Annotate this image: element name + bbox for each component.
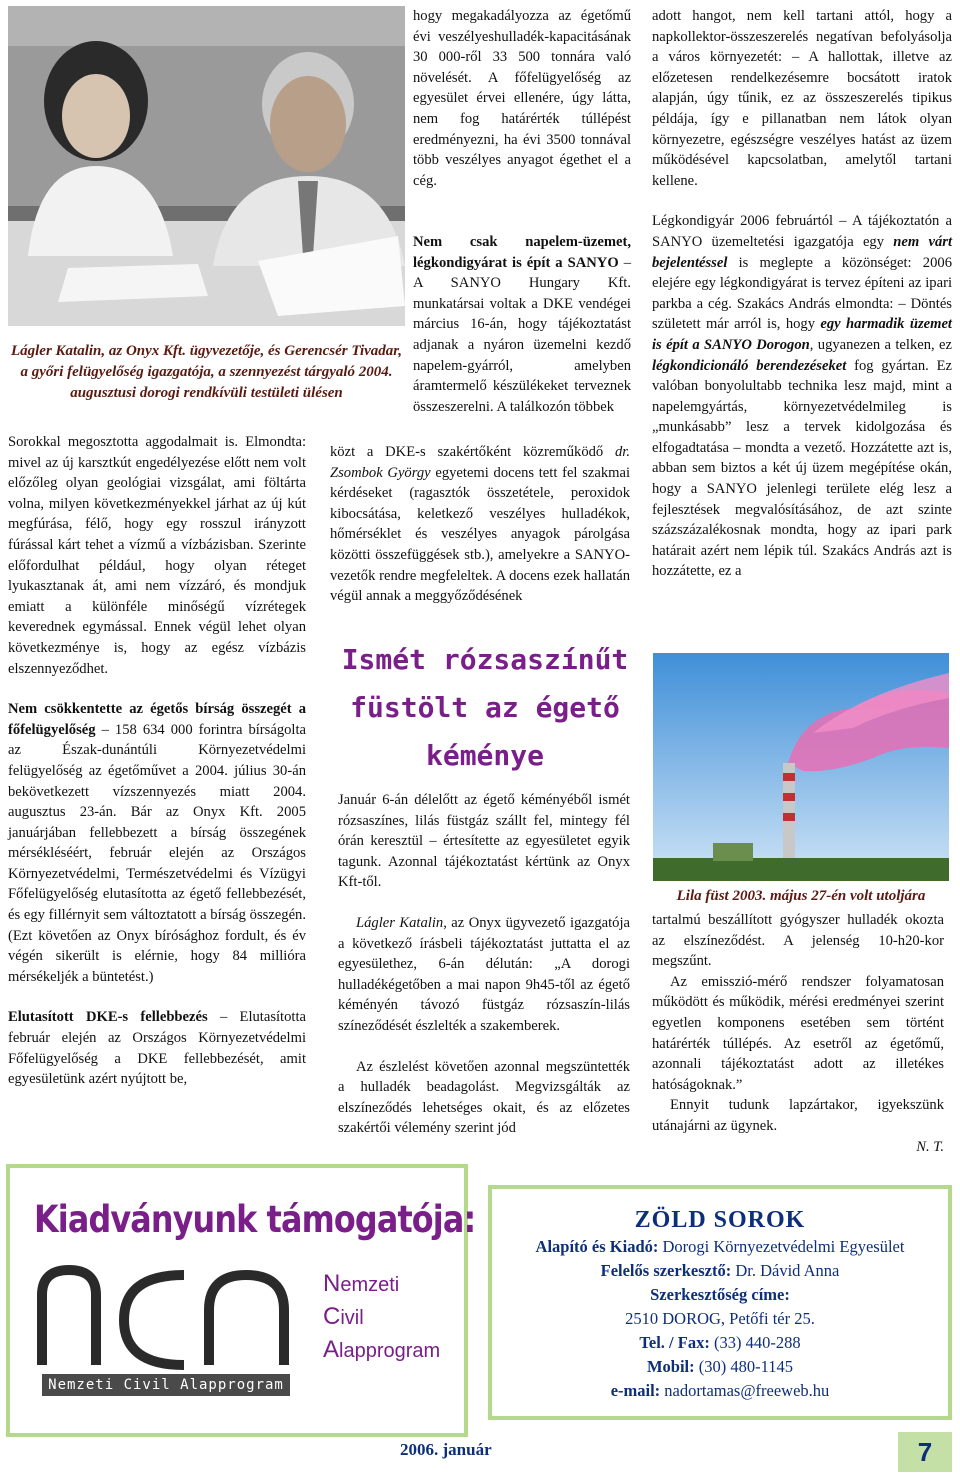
col1-paragraph-1: Sorokkal megosztotta aggodalmait is. Elmondta: mivel az új karsztkút engedélyezése előtt nem volt előzőleg olyan geológiai vizsgálat, ami föltárta volna, milyen következményekkel járhat az új kút megfúrása, félő, hogy egy rosszul irányzott fúrással kárt tehet a vízmű a vízbázisban. Szerinte előfordulhat például, hogy olyan réteget lyukasztanak át, ami nem vízzáró, és mondjuk emiatt a különféle minőségű vízrétegek keverednek egymással. Ennek végül lehet olyan következménye is, hogy az egész vízbázis elszennyeződhet. <box>8 434 306 677</box>
col2-d1: Január 6-án délelőtt az égető kéményéből ismét rózsaszínes, lilás füstgáz szállt fel, mintegy fél órán keresztül – értesítette az egyesületet egyik tagunk. Azonnal tájékoztatást kértünk az Onyx Kft-től. <box>338 792 630 891</box>
col1-paragraph-2 <box>8 699 306 987</box>
mobile-value: (30) 480-1145 <box>694 1357 794 1376</box>
col2c-pre: közt a DKE-s szakértőként közreműködő <box>330 444 615 460</box>
col3-b1-it: nem várt bejelentéssel <box>652 233 952 271</box>
masthead-email <box>488 1379 952 1403</box>
chimney-smoke-photo <box>653 653 949 881</box>
masthead-editor <box>488 1259 952 1283</box>
editor-label: Felelős szerkesztő: <box>600 1261 732 1280</box>
masthead-mobile <box>488 1355 952 1379</box>
column-2-article <box>338 790 630 1139</box>
col2-d2-name: Lágler Katalin <box>356 914 444 931</box>
support-title: Kiadványunk támogatója: <box>34 1198 476 1241</box>
col3-a: adott hangot, nem kell tartani attól, hogy a napkollektor-összeszerelés negatívan befolyásolja a város környezetét: – A hallottak, illetve az előzetesen rendelkezésemre bocsátott iratok alapján, úgy tűnik, ez az összeszerelés tipikus példája, így e pillanatban nem látok olyan környezetre, egészségre veszélyes hatást az üzem működésével kapcsolatban, amelytől tartani kellene. <box>652 8 952 189</box>
email-label: e-mail: <box>610 1381 661 1400</box>
photo-caption: Lágler Katalin, az Onyx Kft. ügyvezetője, és Gerencsér Tivadar, a győri felügyelőség igazgatója, a szennyezést tárgyaló 2004. augusztusi dorogi rendkívüli testületi ülésen <box>10 343 403 401</box>
phone-label: Tel. / Fax: <box>639 1333 710 1352</box>
col1-p2-lead: Nem csökkentette az égetős bírság összegét a főfelügyelőség <box>8 701 306 738</box>
article-headline <box>330 636 640 780</box>
nca-line-1-cap: N <box>323 1270 341 1297</box>
nca-line-3-cap: A <box>323 1336 340 1363</box>
smoke-photo-caption: Lila füst 2003. május 27-én volt utoljára <box>676 888 926 904</box>
meeting-photo <box>8 6 405 326</box>
nca-text <box>323 1268 440 1367</box>
nca-line-2 <box>323 1301 440 1334</box>
col3-b <box>652 211 952 582</box>
col1-p3-lead: Elutasított DKE-s fellebbezés <box>8 1009 208 1026</box>
col3-c3: Ennyit tudunk lapzártakor, igyekszünk utánajárni az ügynek. <box>652 1097 944 1134</box>
sanyo-body: – A SANYO Hungary Kft. munkatársai voltak a DKE vendégei március 16-án, hogy tájékoztatást adjanak a nyáron üzemelni kezdő napelem-gyárról, amelyben áramtermelő készülékeket terveznek összeszerelni. A találkozón többek <box>413 254 631 415</box>
nca-line-2-rest: ivil <box>340 1307 364 1329</box>
col2-d2-body: , az Onyx ügyvezető igazgatója a következő írásbeli tájékoztatást juttatta el az egyesülethez, 6-án délután: „A dorogi hulladékégetőben a mai napon 9h45-től az égető kéményén távozó füstgáz rózsaszín-lilás színeződését észlelték a szakemberek. <box>338 914 631 1034</box>
sanyo-lead: Nem csak napelem-üzemet, légkondigyárat is épít a SANYO <box>413 234 631 271</box>
col3-c2: Az emisszió-mérő rendszer folyamatosan működött és működik, mérési eredményei szerint egyetlen komponens esetében sem történt határérték túllépés. Az esetről az égetőmű, azonnali tájékoztatást adott az illetékes hatóságoknak.” <box>652 973 944 1093</box>
column-3 <box>652 6 952 582</box>
col2c-post: egyetemi docens tett fel szakmai kérdéseket (ragasztók összetétele, peroxidok kibocsátása, keletkező veszélyes hulladékok, hőmérséklet és veszélyes anyagok párolgása közötti összefüggések stb.), amelyekre a SANYO-vezetők rendre megfeleltek. A docens ezek hallatán végül annak a meggyőződésének <box>330 464 631 605</box>
masthead-phone <box>488 1331 952 1355</box>
col2-paragraph-a: hogy megakadályozza az égetőmű évi veszélyeshulladék-kapacitásának 30 000-ről 33 500 tonnára való növelését. A főfelügyelőség az egyesület érvei ellenére, úgy látta, nem fog határérték túllépést eredményezni, ha évi 3500 tonnával több veszélyes anyagot égethet el a cég. <box>413 8 631 189</box>
headline-line-1: Ismét rózsaszínűt <box>341 643 629 676</box>
masthead-address: 2510 DOROG, Petőfi tér 25. <box>625 1309 815 1328</box>
mobile-label: Mobil: <box>646 1357 695 1376</box>
phone-value: (33) 440-288 <box>709 1333 801 1352</box>
column-3-bottom <box>652 910 944 1157</box>
col3-b3: , ugyanezen a telken, ez <box>809 336 952 353</box>
col1-paragraph-3 <box>8 1007 306 1089</box>
col3-b3-it: légkondicionáló berendezéseket <box>652 357 847 374</box>
col2-paragraph-c <box>330 442 630 607</box>
issue-date: 2006. január <box>400 1440 492 1459</box>
meeting-photo-image <box>8 6 405 326</box>
col3-b4: fog gyártan. Ez valóban bonyolultabb technika lesz majd, mint a napelemgyártás, környezetvédelmileg is „munkásabb” lesz a tervek kidolgozása és elfogadtatása – mondta a vezető. Hozzátette azt is, abban sem biztos a két új üzem megépítése okán, hogy a SANYO jelenlegi területe elég lesz a fejlesztések megvalósításához, de azt szinte százszázalékosnak mondta, hogy az ipari park határait azért nem lépik túl. Szakács András azt is hozzátette, ez a <box>652 357 952 580</box>
editor-value: Dr. Dávid Anna <box>731 1261 840 1280</box>
masthead-address-label <box>488 1283 952 1307</box>
col3-c1: tartalmú beszállított gyógyszer hulladék okozta az elszíneződést. A jelenség 10-h20-kor megszűnt. <box>652 912 944 970</box>
address-label: Szerkesztőség címe: <box>650 1285 790 1304</box>
nca-line-1-rest: emzeti <box>340 1274 400 1296</box>
nca-line-1 <box>323 1268 440 1301</box>
col3-b2: is meglepte a közönséget: 2006 elejére egy légkondigyárat is tervez építeni az ipari parkba a cég. Szakács András elmondta: – Döntés született már arról is, hogy <box>652 254 952 333</box>
nca-line-3-rest: lapprogram <box>339 1340 441 1362</box>
publisher-value: Dorogi Környezetvédelmi Egyesület <box>658 1237 905 1256</box>
col1-p3-body: – Elutasította február elején az Országos Környezetvédelmi Főfelügyelőség a DKE fellebbezését, amit egyesületünk azért nyújtott be, <box>8 1009 306 1088</box>
masthead-publisher <box>488 1235 952 1259</box>
email-value: nadortamas@freeweb.hu <box>660 1381 830 1400</box>
page-number: 7 <box>898 1432 952 1472</box>
headline-line-3: kéménye <box>425 739 544 772</box>
masthead-title: ZÖLD SOROK <box>634 1207 806 1233</box>
masthead <box>488 1205 952 1403</box>
column-1 <box>8 432 306 1090</box>
nca-logo-caption: Nemzeti Civil Alapprogram <box>42 1374 290 1396</box>
publisher-label: Alapító és Kiadó: <box>535 1237 659 1256</box>
chimney-smoke-image <box>653 653 949 881</box>
col3-b1: Légkondigyár 2006 februártól – A tájékoztatón a SANYO üzemeltetési igazgatója egy <box>652 213 952 250</box>
headline-line-2: füstölt az égető <box>350 691 620 724</box>
author-signature: N. T. <box>916 1138 944 1155</box>
col1-p2-body: – 158 634 000 forintra bírságolta az Észak-dunántúli Környezetvédelmi felügyelőség az égetőművet a 2004. július 30-án bekövetkezett vízszennyezés miatt 2004. augusztus 23-án. Bár az Onyx Kft. 2005 januárjában fellebbezett a bírság összegének mérsékléséért, február elején az Országos Környezetvédelmi, Természetvédelmi és Vízügyi Főfelügyelőség elutasította az égető fellebbezését, és egy fillérnyit sem változtatott a bírság összegén. (Ezt követően az Onyx bírósághoz fordult, és év végén sikerült is elérnie, hogy 84 millióra mérsékeljék a büntetést.) <box>8 721 306 985</box>
col2-d2 <box>338 913 630 1037</box>
col2c-name: dr. Zsombok György <box>330 444 630 481</box>
nca-line-2-cap: C <box>323 1303 341 1330</box>
col2-d3: Az észlelést követően azonnal megszüntették a hulladék beadagolást. Megvizsgálták az elszíneződés lehetséges okait, és az előzetes szakértői vélemény szerint jód <box>338 1058 630 1137</box>
nca-line-3 <box>323 1334 440 1367</box>
col2-paragraph-b <box>413 232 631 417</box>
col3-b2-it: egy harmadik üzemet is épít a SANYO Dorogon <box>652 316 952 353</box>
